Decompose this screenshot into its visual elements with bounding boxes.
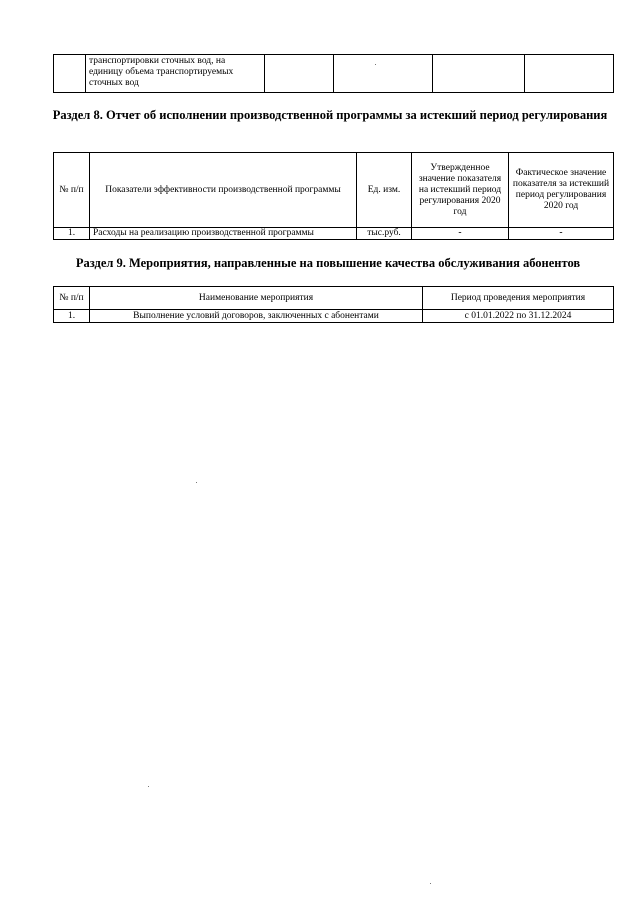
- scan-speck: [196, 482, 197, 483]
- table-cell: [265, 55, 334, 93]
- row-activity: Выполнение условий договоров, заключенных с абонентами: [90, 310, 423, 323]
- header-num: № п/п: [54, 153, 90, 228]
- row-actual: -: [509, 228, 614, 240]
- header-activity: Наименование мероприятия: [90, 287, 423, 310]
- table-row: [54, 228, 614, 240]
- header-actual: Фактическое значение показателя за истекший период регулирования 2020 год: [509, 153, 614, 228]
- table-row: [54, 310, 614, 323]
- table-header-row: [54, 287, 614, 310]
- header-num: № п/п: [54, 287, 90, 310]
- row-num: 1.: [54, 228, 90, 240]
- table-cell: [54, 55, 86, 93]
- section-9-table: [53, 286, 614, 323]
- row-indicator: Расходы на реализацию производственной программы: [90, 228, 357, 240]
- section-8-title: Раздел 8. Отчет об исполнении производственной программы за истекший период регулирования: [52, 108, 608, 122]
- row-num: 1.: [54, 310, 90, 323]
- table-row: [54, 55, 614, 93]
- header-unit: Ед. изм.: [357, 153, 412, 228]
- row-approved: -: [412, 228, 509, 240]
- section-8-table: [53, 152, 614, 240]
- table-cell: [525, 55, 614, 93]
- table-header-row: [54, 153, 614, 228]
- scan-speck: [430, 883, 431, 884]
- section-9-title: Раздел 9. Мероприятия, направленные на повышение качества обслуживания абонентов: [75, 256, 581, 270]
- row-period: с 01.01.2022 по 31.12.2024: [423, 310, 614, 323]
- scan-speck: [375, 64, 376, 65]
- indicator-cell: транспортировки сточных вод, на единицу объема транспортируемых сточных вод: [86, 55, 265, 93]
- row-unit: тыс.руб.: [357, 228, 412, 240]
- header-period: Период проведения мероприятия: [423, 287, 614, 310]
- header-indicator: Показатели эффективности производственной программы: [90, 153, 357, 228]
- previous-section-table: [53, 54, 614, 93]
- table-cell: [433, 55, 525, 93]
- header-approved: Утвержденное значение показателя на истекший период регулирования 2020 год: [412, 153, 509, 228]
- table-cell: [334, 55, 433, 93]
- scan-speck: [148, 786, 149, 787]
